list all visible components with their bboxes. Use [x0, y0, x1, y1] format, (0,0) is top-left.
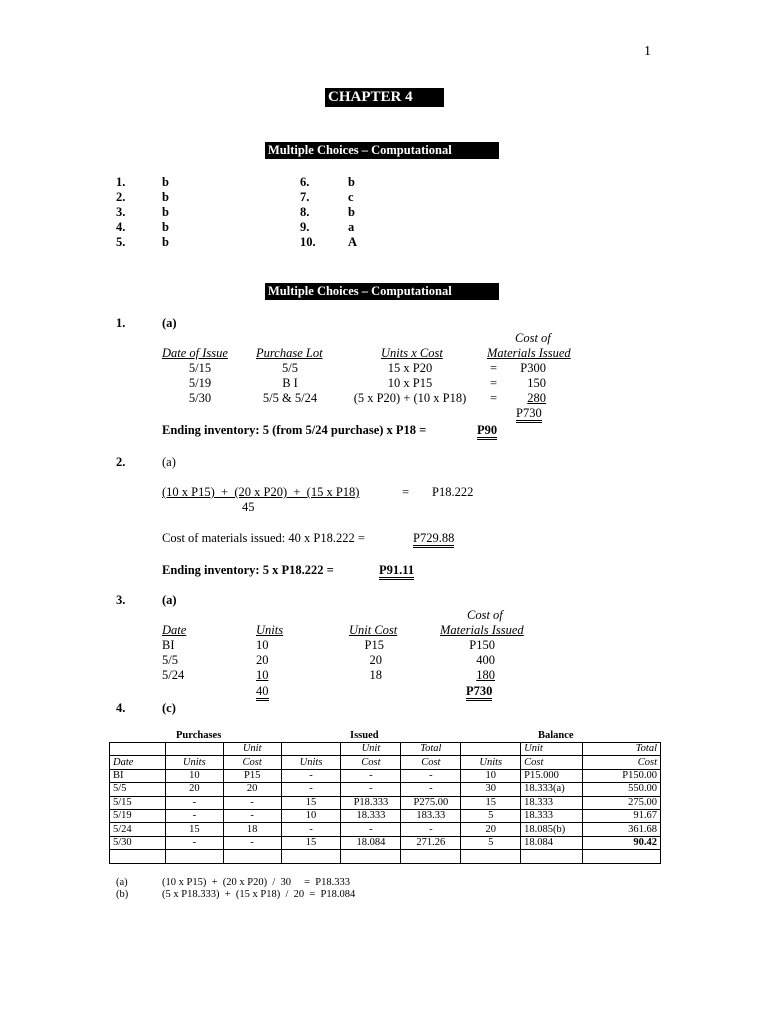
cell-unit-cost: 20: [369, 653, 382, 667]
total-cost: P730: [516, 406, 542, 423]
table-cell: [401, 850, 461, 863]
problem-part: (a): [162, 593, 177, 607]
table-cell: -: [341, 769, 401, 782]
chapter-title: CHAPTER 4: [325, 88, 444, 107]
table-row: [110, 850, 661, 863]
cell-cost: P300: [520, 361, 546, 375]
answer-letter: b: [162, 235, 169, 249]
table-cell: 18.333: [521, 796, 583, 809]
table-cell: 18.085(b): [521, 823, 583, 836]
answer-number: 1.: [116, 175, 126, 189]
cell-units: 20: [256, 653, 269, 667]
column-header: Unit Cost: [349, 623, 398, 637]
table-cell: 5: [461, 836, 521, 849]
cell-date: 5/5: [162, 653, 178, 667]
table-header-cell: Units: [281, 756, 341, 769]
table-cell: 5/15: [110, 796, 166, 809]
cell-cost: 150: [527, 376, 546, 390]
table-cell: -: [165, 796, 223, 809]
table-header-cell: Cost: [341, 756, 401, 769]
table-cell: 15: [281, 796, 341, 809]
cell-units: 10: [256, 638, 269, 652]
table-header-cell: [281, 743, 341, 756]
perpetual-ledger-table: [109, 742, 661, 864]
table-header-row: [110, 756, 661, 769]
ending-inventory-value: P91.11: [379, 563, 414, 580]
table-cell: 15: [461, 796, 521, 809]
table-cell: -: [341, 823, 401, 836]
table-cell: 5/19: [110, 809, 166, 822]
column-header: Materials Issued: [440, 623, 524, 637]
group-header-issued: Issued: [350, 730, 379, 741]
table-header-cell: [461, 743, 521, 756]
table-row: [110, 809, 661, 822]
table-cell: -: [165, 836, 223, 849]
table-cell: 5/24: [110, 823, 166, 836]
table-cell: [461, 850, 521, 863]
cell-equals: =: [490, 361, 498, 375]
table-cell: 20: [165, 783, 223, 796]
table-cell: 550.00: [583, 783, 661, 796]
answer-number: 10.: [300, 235, 316, 249]
table-header-cell: Units: [165, 756, 223, 769]
section-title-answers: Multiple Choices – Computational: [265, 142, 499, 159]
column-header: Date of Issue: [162, 346, 228, 360]
cell-units: 15 x P20: [387, 361, 433, 375]
table-cell: P150.00: [583, 769, 661, 782]
problem-number: 2.: [116, 455, 126, 469]
table-cell: 10: [461, 769, 521, 782]
table-cell: BI: [110, 769, 166, 782]
table-cell: P18.333: [341, 796, 401, 809]
table-cell: 361.68: [583, 823, 661, 836]
table-header-cell: Cost: [223, 756, 281, 769]
table-header-cell: Unit: [521, 743, 583, 756]
table-cell: [341, 850, 401, 863]
table-header-cell: Total: [583, 743, 661, 756]
problem-number: 1.: [116, 316, 126, 330]
table-row: [110, 836, 661, 849]
table-cell: [583, 850, 661, 863]
answer-letter: b: [348, 205, 355, 219]
cell-cost: 180: [476, 668, 495, 682]
cell-date: 5/30: [188, 391, 212, 405]
column-header: Units x Cost: [381, 346, 443, 360]
table-cell: [223, 850, 281, 863]
ending-inventory-value: P90: [477, 423, 497, 440]
cost-issued-value: P729.88: [413, 531, 454, 548]
table-cell: 91.67: [583, 809, 661, 822]
table-cell: 18.084: [341, 836, 401, 849]
cell-unit-cost: P15: [364, 638, 384, 652]
cell-date: BI: [162, 638, 175, 652]
table-header-cell: Cost: [521, 756, 583, 769]
cost-issued-text: Cost of materials issued: 40 x P18.222 =: [162, 531, 365, 545]
table-cell: 10: [281, 809, 341, 822]
table-cell: [281, 850, 341, 863]
formula-numerator: (10 x P15) + (20 x P20) + (15 x P18): [162, 485, 360, 499]
table-cell: P275.00: [401, 796, 461, 809]
answer-letter: a: [348, 220, 355, 234]
answer-letter: b: [348, 175, 355, 189]
answer-letter: b: [162, 220, 169, 234]
answer-letter: c: [348, 190, 354, 204]
table-cell: -: [223, 809, 281, 822]
table-cell: 18.333: [341, 809, 401, 822]
table-cell: 18.333: [521, 809, 583, 822]
page-number: 1: [644, 44, 651, 59]
total-cost: P730: [466, 684, 492, 701]
table-cell: 15: [281, 836, 341, 849]
answer-number: 7.: [300, 190, 310, 204]
cell-units: 10 x P15: [387, 376, 433, 390]
cell-cost: P150: [469, 638, 495, 652]
footnote-text: (10 x P15) + (20 x P20) / 30 = P18.333: [162, 877, 351, 888]
table-cell: 271.26: [401, 836, 461, 849]
table-cell: -: [281, 823, 341, 836]
table-row: [110, 783, 661, 796]
table-cell: 5/5: [110, 783, 166, 796]
table-cell: P15.000: [521, 769, 583, 782]
cell-unit-cost: 18: [369, 668, 382, 682]
table-header-cell: Cost: [401, 756, 461, 769]
answer-number: 3.: [116, 205, 126, 219]
table-header-cell: Unit: [223, 743, 281, 756]
cell-units: (5 x P20) + (10 x P18): [353, 391, 467, 405]
cell-date: 5/24: [162, 668, 185, 682]
column-header: Materials Issued: [487, 346, 571, 360]
table-header-cell: Cost: [583, 756, 661, 769]
ending-inventory-text: Ending inventory: 5 x P18.222 =: [162, 563, 334, 577]
footnote-text: (5 x P18.333) + (15 x P18) / 20 = P18.084: [162, 889, 356, 900]
table-cell: [521, 850, 583, 863]
footnote-label: (b): [116, 889, 129, 900]
table-header-cell: Date: [110, 756, 166, 769]
table-cell: 90.42: [583, 836, 661, 849]
table-cell: P15: [223, 769, 281, 782]
table-cell: -: [281, 783, 341, 796]
table-header-cell: [110, 743, 166, 756]
formula-result: P18.222: [432, 485, 474, 499]
cell-equals: =: [490, 391, 498, 405]
problem-part: (c): [162, 701, 176, 715]
table-cell: 10: [165, 769, 223, 782]
ending-inventory-text: Ending inventory: 5 (from 5/24 purchase) x P18 =: [162, 423, 427, 437]
table-cell: -: [281, 769, 341, 782]
table-header-cell: Unit: [341, 743, 401, 756]
column-header: Date: [162, 623, 187, 637]
column-header: Units: [256, 623, 284, 637]
cell-units: 10: [256, 668, 269, 682]
table-cell: -: [223, 796, 281, 809]
answer-letter: A: [348, 235, 358, 249]
section-title-solutions: Multiple Choices – Computational: [265, 283, 499, 300]
answer-letter: b: [162, 205, 169, 219]
cell-equals: =: [490, 376, 498, 390]
table-cell: -: [401, 823, 461, 836]
table-cell: 183.33: [401, 809, 461, 822]
column-header: Cost of: [467, 608, 503, 622]
table-cell: -: [165, 809, 223, 822]
table-header-cell: Units: [461, 756, 521, 769]
table-cell: -: [401, 769, 461, 782]
formula-equals: =: [402, 485, 410, 499]
table-cell: 15: [165, 823, 223, 836]
table-cell: 5: [461, 809, 521, 822]
table-cell: -: [223, 836, 281, 849]
problem-number: 4.: [116, 701, 126, 715]
problem-part: (a): [162, 316, 177, 330]
table-header-cell: Total: [401, 743, 461, 756]
table-row: [110, 796, 661, 809]
answer-number: 9.: [300, 220, 310, 234]
table-header-row: [110, 743, 661, 756]
cell-lot: B I: [282, 376, 298, 390]
column-header: Purchase Lot: [256, 346, 323, 360]
table-row: [110, 769, 661, 782]
footnote-label: (a): [116, 877, 128, 888]
cell-lot: 5/5 & 5/24: [262, 391, 318, 405]
table-cell: 5/30: [110, 836, 166, 849]
table-cell: 30: [461, 783, 521, 796]
answer-letter: b: [162, 175, 169, 189]
table-cell: 20: [223, 783, 281, 796]
column-header: Cost of: [515, 331, 551, 345]
table-cell: 18.333(a): [521, 783, 583, 796]
table-cell: -: [341, 783, 401, 796]
answer-number: 2.: [116, 190, 126, 204]
table-cell: 18: [223, 823, 281, 836]
answer-number: 4.: [116, 220, 126, 234]
table-cell: 20: [461, 823, 521, 836]
group-header-balance: Balance: [538, 730, 574, 741]
cell-date: 5/15: [188, 361, 212, 375]
cell-date: 5/19: [188, 376, 212, 390]
cell-cost: 400: [476, 653, 495, 667]
problem-number: 3.: [116, 593, 126, 607]
table-cell: -: [401, 783, 461, 796]
table-header-cell: [165, 743, 223, 756]
answer-number: 5.: [116, 235, 126, 249]
table-row: [110, 823, 661, 836]
table-cell: 18.084: [521, 836, 583, 849]
group-header-purchases: Purchases: [176, 730, 222, 741]
problem-part: (a): [162, 455, 176, 469]
cell-cost: 280: [527, 391, 546, 405]
cell-lot: 5/5: [282, 361, 298, 375]
table-cell: [110, 850, 166, 863]
answer-number: 8.: [300, 205, 310, 219]
answer-number: 6.: [300, 175, 310, 189]
table-cell: [165, 850, 223, 863]
formula-denominator: 45: [242, 500, 255, 514]
total-units: 40: [256, 684, 269, 701]
table-cell: 275.00: [583, 796, 661, 809]
answer-letter: b: [162, 190, 169, 204]
